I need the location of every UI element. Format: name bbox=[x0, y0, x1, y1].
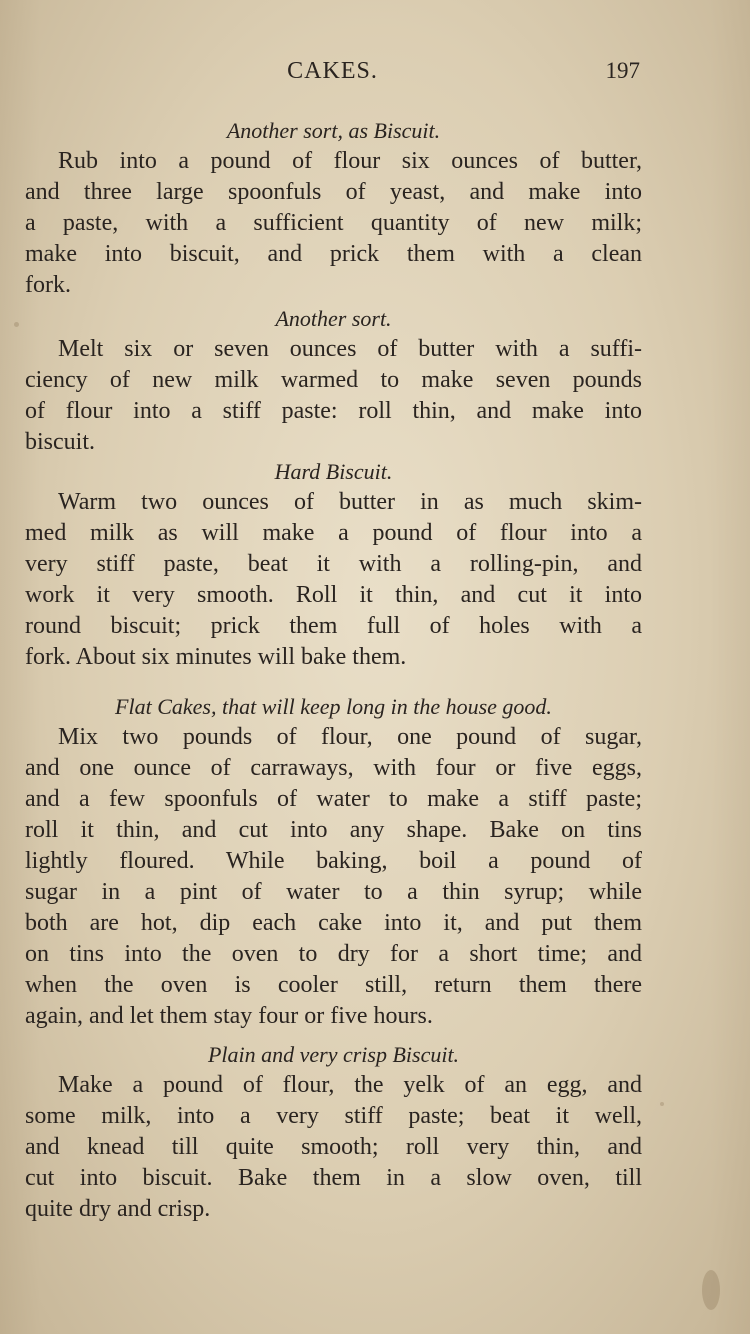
recipe-heading: Another sort. bbox=[275, 306, 392, 331]
running-title: CAKES. bbox=[287, 58, 378, 84]
text-line: and knead till quite smooth; roll very thin, and bbox=[25, 1134, 642, 1160]
text-line: and three large spoonfuls of yeast, and make into bbox=[25, 179, 642, 205]
recipe-heading: Plain and very crisp Biscuit. bbox=[207, 1042, 460, 1067]
text-line: some milk, into a very stiff paste; beat it well, bbox=[25, 1103, 642, 1129]
text-line: again, and let them stay four or five hours. bbox=[25, 1003, 433, 1029]
text-line: Melt six or seven ounces of butter with a suffi- bbox=[58, 336, 642, 362]
text-line: Rub into a pound of flour six ounces of butter, bbox=[58, 148, 642, 174]
text-line: when the oven is cooler still, return them there bbox=[25, 972, 642, 998]
text-line: Make a pound of flour, the yelk of an egg, and bbox=[58, 1072, 642, 1098]
text-line: both are hot, dip each cake into it, and put them bbox=[25, 910, 642, 936]
paper-foxing-spot bbox=[702, 1270, 720, 1310]
text-line: biscuit. bbox=[25, 429, 95, 455]
text-line: very stiff paste, beat it with a rolling-pin, and bbox=[25, 551, 642, 577]
recipe-hard-biscuit bbox=[25, 457, 642, 673]
text-line: cut into biscuit. Bake them in a slow oven, till bbox=[25, 1165, 642, 1191]
text-line: fork. About six minutes will bake them. bbox=[25, 644, 407, 670]
text-line: quite dry and crisp. bbox=[25, 1196, 211, 1222]
text-line: lightly floured. While baking, boil a pound of bbox=[25, 848, 642, 874]
text-line: of flour into a stiff paste: roll thin, and make into bbox=[25, 398, 642, 424]
text-line: roll it thin, and cut into any shape. Bake on tins bbox=[25, 817, 642, 843]
paper-foxing-spot bbox=[660, 1102, 664, 1106]
recipe-plain-crisp-biscuit bbox=[25, 1040, 642, 1225]
text-line: round biscuit; prick them full of holes with a bbox=[25, 613, 642, 639]
text-line: sugar in a pint of water to a thin syrup; while bbox=[25, 879, 642, 905]
paper-foxing-spot bbox=[14, 322, 19, 327]
recipe-heading: Another sort, as Biscuit. bbox=[226, 118, 441, 143]
text-line: Warm two ounces of butter in as much skim- bbox=[58, 489, 642, 515]
text-line: fork. bbox=[25, 272, 71, 298]
page-number: 197 bbox=[605, 58, 640, 83]
text-line: work it very smooth. Roll it thin, and cut it into bbox=[25, 582, 642, 608]
text-line: ciency of new milk warmed to make seven pounds bbox=[25, 367, 642, 393]
running-head bbox=[25, 58, 640, 92]
recipe-another-sort bbox=[25, 304, 642, 458]
text-line: on tins into the oven to dry for a short time; and bbox=[25, 941, 642, 967]
text-line: and a few spoonfuls of water to make a stiff paste; bbox=[25, 786, 642, 812]
recipe-flat-cakes bbox=[25, 692, 642, 1032]
text-line: med milk as will make a pound of flour into a bbox=[25, 520, 642, 546]
recipe-another-sort-as-biscuit bbox=[25, 116, 642, 301]
recipe-heading: Hard Biscuit. bbox=[274, 459, 393, 484]
text-line: a paste, with a sufficient quantity of new milk; bbox=[25, 210, 642, 236]
text-line: Mix two pounds of flour, one pound of sugar, bbox=[58, 724, 642, 750]
recipe-heading: Flat Cakes, that will keep long in the house good. bbox=[115, 694, 552, 719]
text-line: and one ounce of carraways, with four or five eggs, bbox=[25, 755, 642, 781]
text-line: make into biscuit, and prick them with a clean bbox=[25, 241, 642, 267]
